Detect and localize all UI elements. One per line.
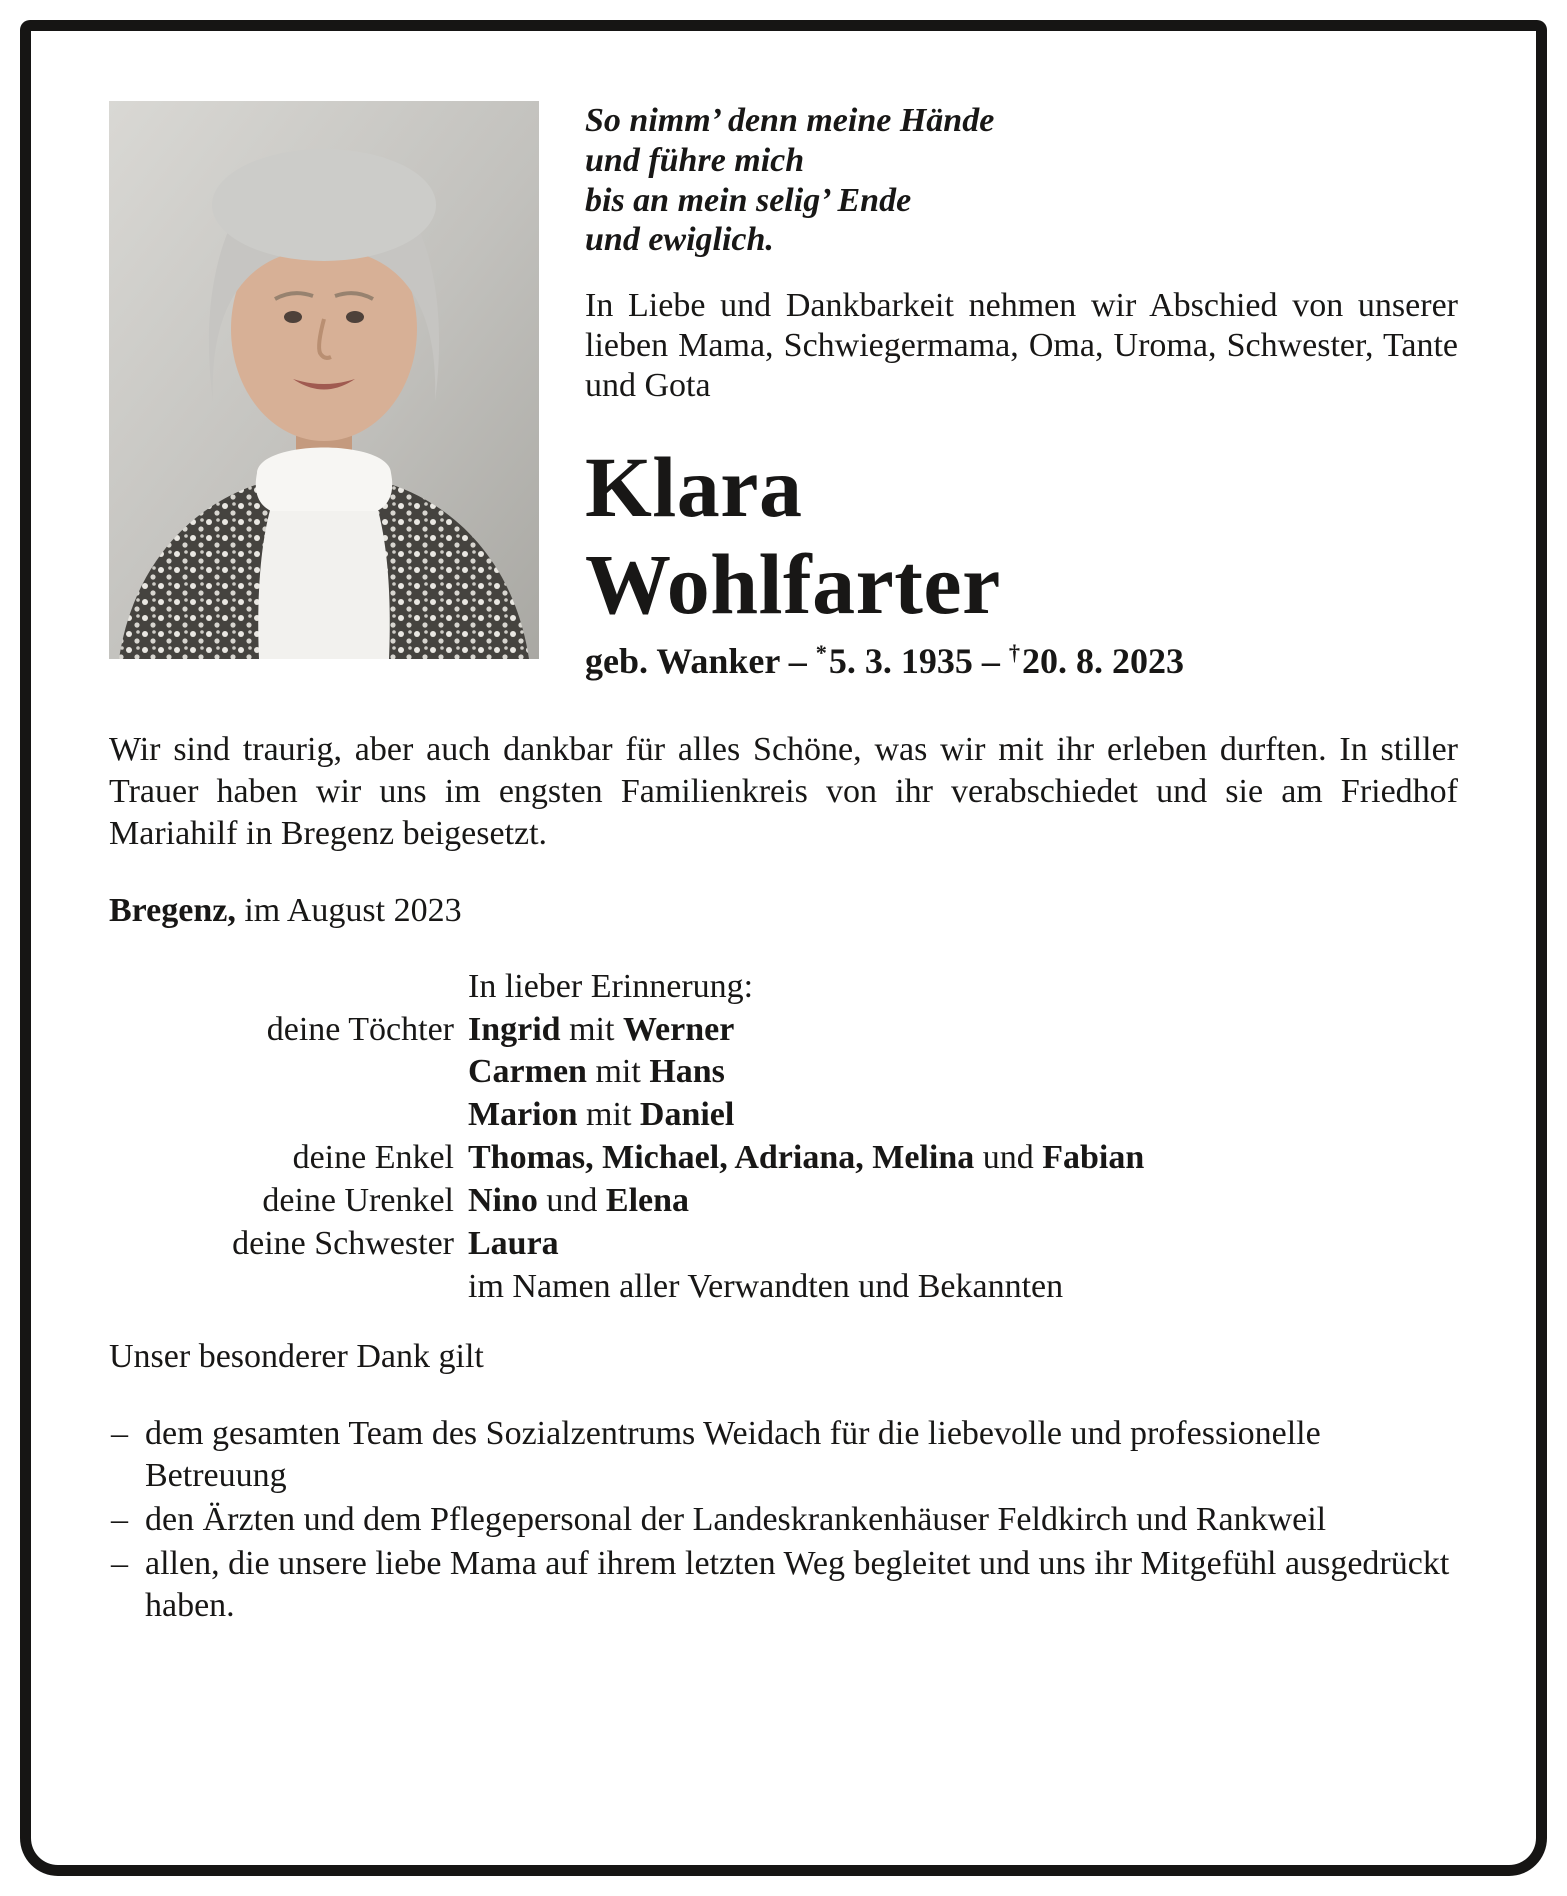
portrait-photo-illustration (109, 101, 539, 659)
memorial-section (109, 966, 1458, 1309)
connector-text: mit (560, 1010, 623, 1048)
relative-name: Ingrid (468, 1010, 561, 1048)
memorial-label (109, 1266, 454, 1309)
relative-name: Carmen (468, 1053, 587, 1091)
relative-name: Marion (468, 1096, 578, 1134)
memorial-closing (468, 1266, 1458, 1309)
maiden-name: geb. Wanker – (585, 640, 807, 681)
thanks-item-text: den Ärzten und dem Pflegepersonal der Landeskrankenhäuser Feldkirch und Rankweil (145, 1500, 1327, 1538)
intro-paragraph: In Liebe und Dankbarkeit nehmen wir Abschied von unserer lieben Mama, Schwiegermama, Oma, Uroma, Schwester, Tante und Gota (585, 287, 1458, 404)
poem-line: So nimm’ denn meine Hände (585, 102, 995, 139)
poem-line: bis an mein selig’ Ende (585, 181, 912, 219)
obituary-card (20, 20, 1547, 1876)
thanks-title: Unser besonderer Dank gilt (109, 1338, 484, 1376)
memorial-label: deine Töchter (266, 1010, 454, 1048)
relative-name: Fabian (1042, 1139, 1145, 1177)
thanks-item-text: dem gesamten Team des Sozialzentrums Weidach für die liebevolle und professionelle Betreuung (145, 1414, 1321, 1494)
portrait-photo (109, 101, 539, 659)
thanks-item-text: allen, die unsere liebe Mama auf ihrem letzten Weg begleitet und uns ihr Mitgefühl ausgedrückt haben. (145, 1545, 1450, 1625)
birth-death-line (585, 640, 1458, 683)
place-city: Bregenz, (109, 891, 236, 929)
relative-name: Nino (468, 1181, 538, 1219)
top-section (109, 101, 1458, 683)
connector-text: und (974, 1139, 1043, 1177)
memorial-label (109, 1094, 454, 1137)
place-date: im August 2023 (244, 891, 462, 929)
deceased-last-name: Wohlfarter (585, 535, 1001, 632)
relative-name: Hans (649, 1053, 725, 1091)
relative-name: Laura (468, 1224, 559, 1262)
deceased-name (585, 439, 1458, 632)
relative-name: Thomas, Michael, Adriana, Melina (468, 1139, 975, 1177)
closing-text: im Namen aller Verwandten und Bekannten (468, 1267, 1064, 1305)
memorial-label: deine Schwester (232, 1224, 454, 1262)
list-dash: – (111, 1500, 128, 1538)
header-text-column (585, 101, 1458, 683)
memorial-label: deine Enkel (292, 1139, 454, 1177)
relative-name: Daniel (639, 1096, 735, 1134)
memorial-names (468, 1094, 1458, 1137)
connector-text: und (537, 1181, 606, 1219)
poem-line: und ewiglich. (585, 221, 774, 259)
memorial-names (468, 1137, 1458, 1180)
born-symbol: * (815, 639, 827, 665)
thanks-item (109, 1413, 1458, 1497)
poem-line: und führe mich (585, 141, 805, 179)
memorial-names (468, 1051, 1458, 1094)
memorial-title: In lieber Erinnerung: (468, 967, 754, 1005)
farewell-paragraph: Wir sind traurig, aber auch dankbar für alles Schöne, was wir mit ihr erleben durften. In stiller Trauer haben wir uns im engsten Familienkreis von ihr verabschiedet und sie am Friedhof Mariahilf in Bregenz beigesetzt. (109, 731, 1458, 853)
list-dash: – (111, 1545, 128, 1583)
thanks-list (109, 1413, 1458, 1628)
relative-name: Elena (605, 1181, 690, 1219)
memorial-label: deine Urenkel (262, 1181, 454, 1219)
list-dash: – (111, 1414, 128, 1452)
connector-text: mit (577, 1096, 640, 1134)
relative-name: Werner (622, 1010, 735, 1048)
death-date: 20. 8. 2023 (1022, 640, 1185, 681)
thanks-item (109, 1499, 1458, 1541)
memorial-label (109, 1051, 454, 1094)
place-date-line (109, 890, 1458, 932)
thanks-item (109, 1543, 1458, 1627)
poem (585, 101, 1458, 260)
deceased-first-name: Klara (585, 439, 803, 536)
memorial-names (468, 1223, 1458, 1266)
memorial-label (109, 966, 454, 1009)
memorial-names (468, 1009, 1458, 1052)
died-symbol: † (1008, 639, 1021, 665)
birth-date: 5. 3. 1935 – (828, 640, 1000, 681)
memorial-names (468, 1180, 1458, 1223)
connector-text: mit (586, 1053, 650, 1091)
